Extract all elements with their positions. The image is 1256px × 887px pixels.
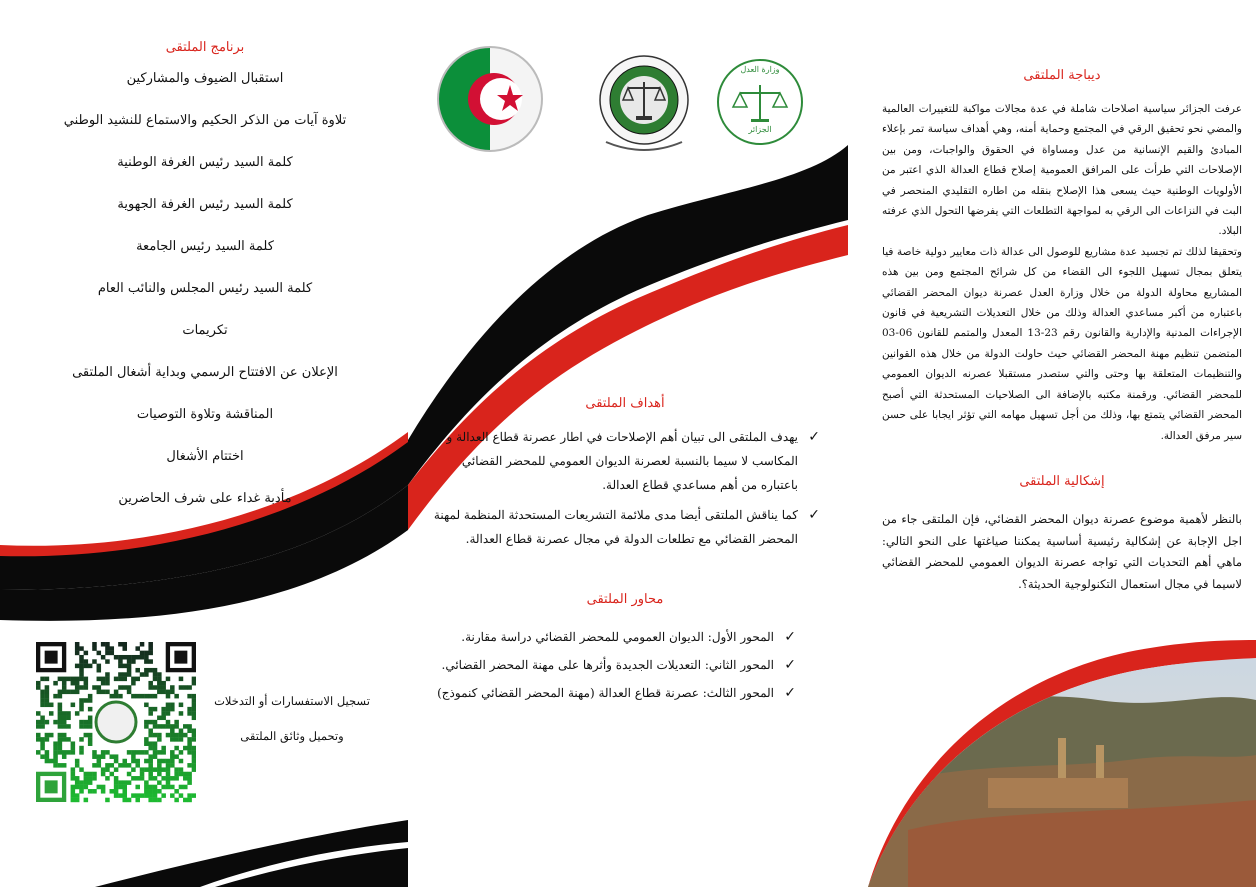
checkmark-icon: ✓ xyxy=(784,685,796,701)
program-list xyxy=(20,40,390,529)
list-item xyxy=(430,681,796,705)
registration-line-2: وتحميل وثائق الملتقى xyxy=(240,729,344,743)
objectives-panel xyxy=(408,0,868,887)
problem-text: بالنظر لأهمية موضوع عصرنة ديوان المحضر القضائي، فإن الملتقى جاء من اجل الإجابة عن إشكالية رئيسية أساسية يمكننا صياغتها على النحو التالي: ماهي أهم التحديات التي تواجه عصرنة الديوان العمومي للمحضر القضائي لاسيما في مجال استعمال التكنولوجية الحديثة؟. xyxy=(882,512,1242,591)
ministry-logo xyxy=(715,57,805,147)
preamble-title: ديباجة الملتقى xyxy=(1023,68,1101,83)
program-item: تلاوة آيات من الذكر الحكيم والاستماع للنشيد الوطني xyxy=(63,113,347,128)
program-item: كلمة السيد رئيس الغرفة الوطنية xyxy=(117,155,293,170)
axis-text: المحور الثاني: التعديلات الجديدة وأثرها على مهنة المحضر القضائي. xyxy=(441,658,774,672)
program-item: كلمة السيد رئيس المجلس والنائب العام xyxy=(97,281,313,296)
objectives-list xyxy=(430,425,820,551)
objectives-section xyxy=(430,396,820,551)
program-item: كلمة السيد رئيس الغرفة الجهوية xyxy=(117,197,293,212)
city-photo xyxy=(868,0,1256,887)
list-item xyxy=(430,425,820,497)
program-item: الإعلان عن الافتتاح الرسمي وبداية أشغال الملتقى xyxy=(72,365,338,380)
problem-title: إشكالية الملتقى xyxy=(1019,474,1105,489)
objective-text: كما يناقش الملتقى أيضا مدى ملائمة التشريعات المستحدثة المنظمة لمهنة المحضر القضائي مع تطلعات الدولة في مجال عصرنة قطاع العدالة. xyxy=(433,508,798,546)
algeria-flag-icon xyxy=(436,45,544,153)
program-item: المناقشة وتلاوة التوصيات xyxy=(136,407,274,422)
program-item: مأدبة غداء على شرف الحاضرين xyxy=(118,491,292,506)
program-item: اختتام الأشغال xyxy=(166,449,244,464)
list-item xyxy=(430,625,796,649)
axis-text: المحور الثالث: عصرنة قطاع العدالة (مهنة المحضر القضائي كنموذج) xyxy=(437,686,774,700)
objective-text: يهدف الملتقى الى تبيان أهم الإصلاحات في اطار عصرنة قطاع العدالة و المكاسب لا سيما بالنسبة لعصرنة الديوان العمومي للمحضر القضائي باعتباره من أهم مساعدي قطاع العدالة. xyxy=(446,430,798,492)
qr-code-icon[interactable] xyxy=(36,642,196,804)
preamble-paragraph-2: وتحقيقا لذلك تم تجسيد عدة مشاريع للوصول الى عدالة ذات معايير دولية خاصة فيا يتعلق بمجال تسهيل اللجوء الى القضاء من كل شرائح المجتمع ومن بين هذه المشاريع محاولة الدولة من خلال وزارة العدل عصرنة ديوان المحضر القضائي باعتباره من أكبر مساعدي العدالة وذلك من خلال التعديلات التشريعية في قانون الإجراءات المدنية والإدارية والقانون رقم 23-13 المعدل والمتمم للقانون 06-03 المتضمن تنظيم مهنة المحضر القضائي حيث حاولت الدولة من خلال هذه القوانين والتنظيمات المتعلقة بها وحتى والتي ستصدر مستقبلا عصرنه الديوان العمومي للمحضر القضائي. ورقمنة مكتبه بالإضافة الى الصلاحيات المستحدثة التي أصبح المحضر القضائي يتمتع بها، وذلك من أجل تسهيل مهامه التي تؤثر ايجابا على حسن سير مرفق العدالة. xyxy=(882,245,1242,442)
axes-list xyxy=(430,625,820,705)
preamble-panel xyxy=(868,0,1256,887)
program-panel xyxy=(0,0,408,887)
registration-line-1: تسجيل الاستفسارات أو التدخلات xyxy=(214,694,370,708)
program-item: كلمة السيد رئيس الجامعة xyxy=(136,239,274,254)
program-item: استقبال الضيوف والمشاركين xyxy=(126,71,284,86)
axes-section xyxy=(430,592,820,709)
program-item: تكريمات xyxy=(182,323,228,338)
objectives-title: أهداف الملتقى xyxy=(585,396,665,411)
axes-title: محاور الملتقى xyxy=(586,592,664,607)
list-item xyxy=(430,653,796,677)
checkmark-icon: ✓ xyxy=(808,429,820,445)
ministry-sub: الجزائر xyxy=(748,125,772,134)
justice-scales-icon xyxy=(596,50,692,158)
axis-text: المحور الأول: الديوان العمومي للمحضر القضائي دراسة مقارنة. xyxy=(461,630,774,644)
checkmark-icon: ✓ xyxy=(808,507,820,523)
registration-text xyxy=(212,684,372,754)
preamble-paragraph-1: عرفت الجزائر سياسية اصلاحات شاملة في عدة مجالات مواكبة للتغييرات العالمية والمضي نحو تحقيق الرقي في المجتمع وحماية أمنه، وهي أهداف سياسة تمر بإعلاء المبادئ والقيم الإنسانية من عدل ومساواة في الحقوق والواجبات، ومن بين الإصلاحات التي طرأت على المرافق العمومية إصلاح قطاع العدالة الذي اعتبر من الأولويات الوطنية حيث يسعى هذا الإصلاح بنقله من اطاره التقليدي المنحصر في البت في النزاعات الى الرقي به لمواجهة التطلعات التي يفرضها التحول الذي عرفته البلاد. xyxy=(882,103,1242,238)
program-title: برنامج الملتقى xyxy=(165,40,245,55)
checkmark-icon: ✓ xyxy=(784,657,796,673)
checkmark-icon: ✓ xyxy=(784,629,796,645)
list-item xyxy=(430,503,820,551)
ministry-text: وزارة العدل xyxy=(740,65,780,74)
